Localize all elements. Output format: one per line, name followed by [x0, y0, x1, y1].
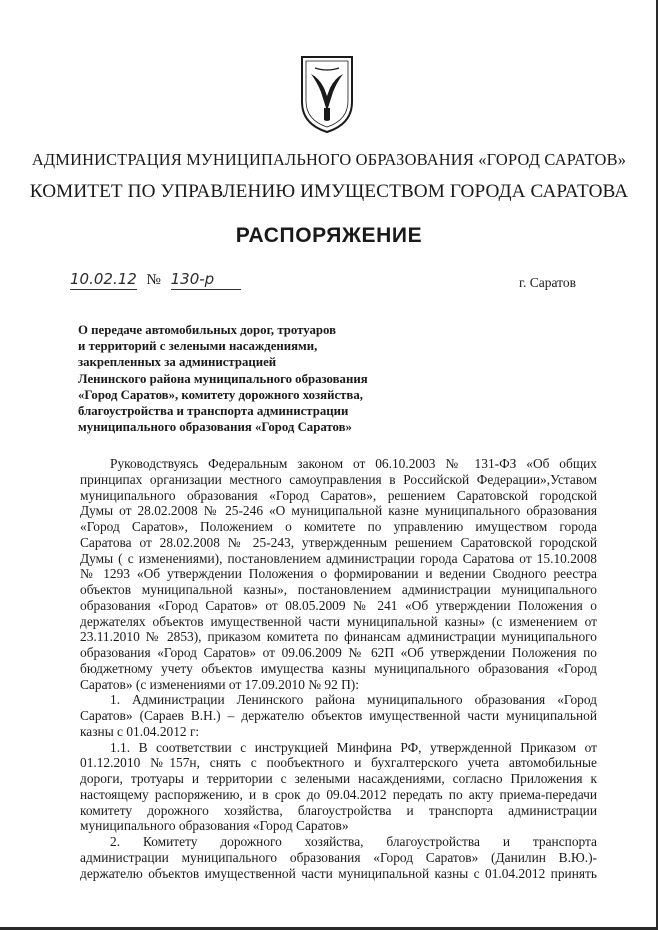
body-line: Думы ( с изменениями), постановлением администрации города Саратова от 15.10.2008: [80, 550, 597, 566]
body-line: 2. Комитету дорожного хозяйства, благоустройства и транспорта: [110, 834, 597, 849]
saratov-coat-of-arms-icon: [297, 52, 357, 136]
body-line: принципах организации местного самоуправления в Российской Федерации»,Уставом: [80, 471, 597, 487]
body-line: бюджетному учету объектов имущества казны муниципального образования «Город: [80, 660, 597, 676]
body-line: муниципального образования «Город Саратов»: [80, 818, 349, 834]
subject-line: благоустройства и транспорта администрации: [78, 404, 349, 419]
subject-line: муниципального образования «Город Саратов»: [78, 420, 352, 435]
subject-line: закрепленных за администрацией: [78, 355, 277, 370]
body-line: держателю объектов имущественной части муниципальной казны с 01.04.2012 принять: [80, 865, 597, 881]
document-subject: [78, 322, 438, 435]
committee-name: КОМИТЕТ ПО УПРАВЛЕНИЮ ИМУЩЕСТВОМ ГОРОДА САРАТОВА: [29, 181, 629, 202]
body-line: образования «Город Саратов» от 08.05.2009 № 241 «Об утверждении Положения о: [80, 597, 597, 613]
body-line: дороги, тротуары и территории с зелеными насаждениями, согласно Приложения к: [80, 771, 597, 786]
body-line: Думы от 28.02.2008 № 25-246 «О муниципальной казне муниципального образования: [80, 503, 597, 519]
body-line: Саратов» (Сараев В.Н.) – держателю объектов имущественной части муниципальной: [80, 708, 597, 723]
body-line: Саратов» (с изменениями от 17.09.2010 № 92 П):: [80, 676, 359, 692]
number-sign: №: [146, 272, 161, 288]
subject-line: и территорий с зелеными насаждениями,: [78, 339, 318, 354]
document-type-title: РАСПОРЯЖЕНИЕ: [235, 224, 423, 247]
body-line: объектов муниципальной казны», постановлением администрации муниципального: [80, 582, 597, 597]
body-line: 1. Администрации Ленинского района муниципального образования «Город: [110, 692, 597, 708]
body-line: 23.11.2010 № 2853), приказом комитета по финансам администрации муниципального: [80, 629, 597, 645]
date-number-row: [70, 270, 241, 290]
subject-line: «Город Саратов», комитету дорожного хозяйства,: [78, 387, 363, 402]
body-line: «Город Саратов», Положением о комитете по управлению имуществом города: [80, 519, 597, 534]
body-line: Саратова от 28.02.2008 № 25-243, утвержденным решением Саратовской городской: [80, 534, 597, 550]
body-line: образования «Город Саратов» от 09.06.2009 № 62П «Об утверждении Положения по: [80, 645, 597, 660]
document-city: г. Саратов: [519, 275, 576, 290]
body-line: держателях объектов имущественной части муниципальной казны» (с изменением от: [80, 613, 597, 629]
subject-line: Ленинского района муниципального образования: [78, 371, 368, 386]
body-line: 1.1. В соответствии с инструкцией Минфина РФ, утвержденной Приказом от: [110, 739, 597, 755]
document-date: 10.02.12: [70, 270, 137, 288]
body-line: муниципального образования «Город Саратов», решением Саратовской городской: [80, 487, 597, 503]
body-line: 01.12.2010 №157н, снять с пообъектного и бухгалтерского учета автомобильные: [80, 755, 597, 771]
body-line: настоящему распоряжению, и в срок до 09.04.2012 передать по акту приема-передачи: [80, 786, 597, 802]
document-number: 130-р: [171, 270, 241, 290]
body-line: Руководствуясь Федеральным законом от 06.10.2003 № 131-ФЗ «Об общих: [110, 456, 597, 471]
body-line: № 1293 «Об утверждении Положения о формировании и ведении Сводного реестра: [80, 566, 597, 582]
subject-line: О передаче автомобильных дорог, тротуаров: [78, 323, 336, 337]
document-body: [80, 456, 597, 881]
body-line: казны с 01.04.2012 г:: [80, 723, 200, 739]
body-line: администрации муниципального образования «Город Саратов» (Данилин В.Ю.)-: [80, 849, 597, 865]
body-line: комитету дорожного хозяйства, благоустройства и транспорта администрации: [80, 802, 597, 818]
organization-name: АДМИНИСТРАЦИЯ МУНИЦИПАЛЬНОГО ОБРАЗОВАНИЯ «ГОРОД САРАТОВ»: [31, 150, 627, 169]
